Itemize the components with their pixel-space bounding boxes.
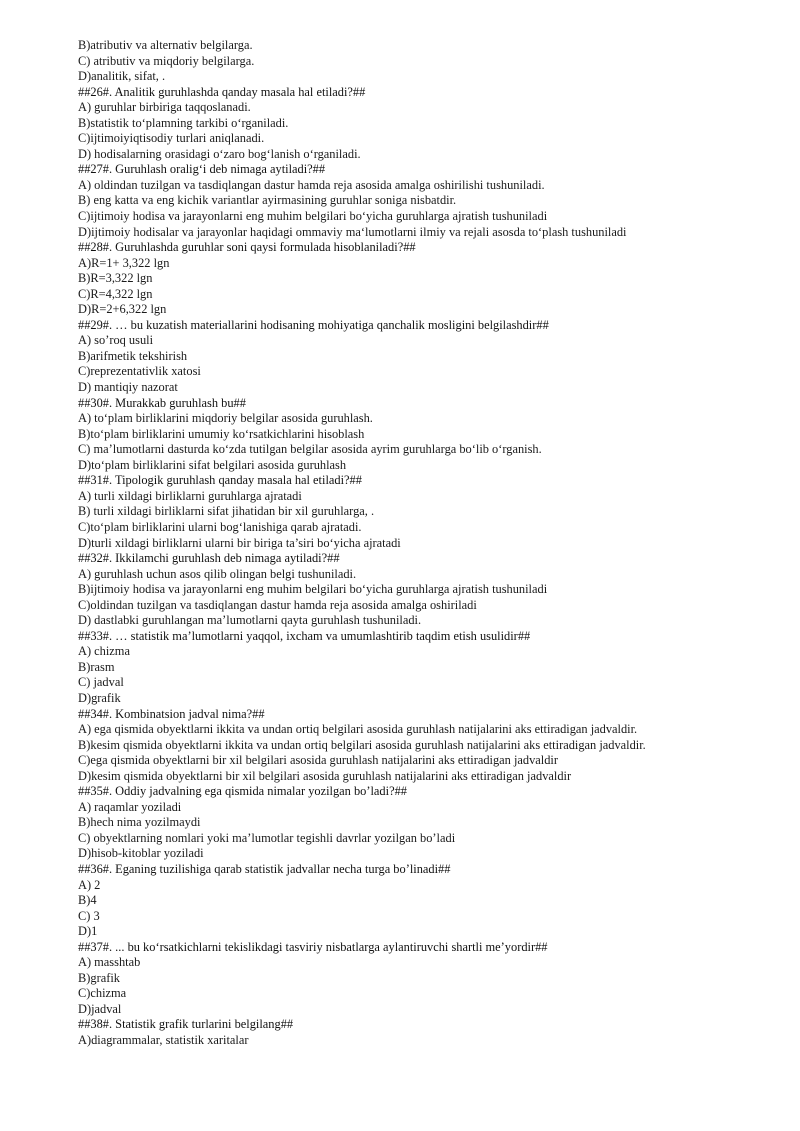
question-line: ##31#. Tipologik guruhlash qanday masala hal etiladi?##	[78, 473, 362, 488]
answer-option-line: D)R=2+6,322 lgn	[78, 302, 167, 317]
answer-option-line: D)kesim qismida obyektlarni bir xil belgilari asosida guruhlash natijalarini aks ettiradigan jadvaldir	[78, 768, 572, 783]
answer-option-line: B)ijtimoiy hodisa va jarayonlarni eng muhim belgilari bo‘yicha guruhlarga ajratish tushuniladi	[78, 582, 548, 597]
answer-option-line: C)ijtimoiy hodisa va jarayonlarni eng muhim belgilari bo‘yicha guruhlarga ajratish tushuniladi	[78, 209, 548, 224]
answer-option-line: C)oldindan tuzilgan va tasdiqlangan dastur hamda reja asosida amalga oshiriladi	[78, 597, 477, 612]
answer-option-line: A) 2	[78, 877, 101, 892]
question-line: ##36#. Eganing tuzilishiga qarab statistik jadvallar necha turga bo’linadi##	[78, 861, 451, 876]
answer-option-line: D)analitik, sifat, .	[78, 69, 166, 84]
question-line: ##26#. Analitik guruhlashda qanday masala hal etiladi?##	[78, 84, 366, 99]
answer-option-line: A)diagrammalar, statistik xaritalar	[78, 1033, 249, 1047]
answer-option-line: D)turli xildagi birliklarni ularni bir biriga ta’siri bo‘yicha ajratadi	[78, 535, 401, 550]
question-line: ##35#. Oddiy jadvalning ega qismida nimalar yozilgan bo’ladi?##	[78, 784, 407, 799]
question-line: ##30#. Murakkab guruhlash bu##	[78, 395, 246, 410]
answer-option-line: A)R=1+ 3,322 lgn	[78, 255, 170, 270]
answer-option-line: C) 3	[78, 908, 100, 923]
answer-option-line: D)hisob-kitoblar yoziladi	[78, 846, 204, 861]
answer-option-line: A) guruhlar birbiriga taqqoslanadi.	[78, 100, 251, 115]
answer-option-line: D)1	[78, 924, 98, 939]
answer-option-line: A) so’roq usuli	[78, 333, 154, 348]
question-line: ##27#. Guruhlash oralig‘i deb nimaga aytiladi?##	[78, 162, 326, 177]
answer-option-line: B)grafik	[78, 970, 120, 985]
answer-option-line: A) turli xildagi birliklarni guruhlarga ajratadi	[78, 488, 302, 503]
answer-option-line: B)4	[78, 893, 97, 908]
answer-option-line: D)ijtimoiy hodisalar va jarayonlar haqidagi ommaviy ma‘lumotlarni ilmiy va rejali asosda to‘plash tushuniladi	[78, 224, 627, 239]
answer-option-line: C)R=4,322 lgn	[78, 286, 153, 301]
answer-option-line: B)to‘plam birliklarini umumiy ko‘rsatkichlarini hisoblash	[78, 426, 365, 441]
question-line: ##33#. … statistik ma’lumotlarni yaqqol, ixcham va umumlashtirib taqdim etish usulidir##	[78, 628, 531, 643]
answer-option-line: C)ega qismida obyektlarni bir xil belgilari asosida guruhlash natijalarini aks ettiradigan jadvaldir	[78, 753, 559, 768]
question-line: ##34#. Kombinatsion jadval nima?##	[78, 706, 265, 721]
question-line: ##29#. … bu kuzatish materiallarini hodisaning mohiyatiga qanchalik mosligini belgilashdir##	[78, 317, 549, 332]
answer-option-line: B)statistik to‘plamning tarkibi o‘rganiladi.	[78, 115, 289, 130]
answer-option-line: A) chizma	[78, 644, 130, 659]
answer-option-line: B)hech nima yozilmaydi	[78, 815, 201, 830]
answer-option-line: D) hodisalarning orasidagi o‘zaro bog‘lanish o‘rganiladi.	[78, 146, 361, 161]
answer-option-line: A) oldindan tuzilgan va tasdiqlangan dastur hamda reja asosida amalga oshirilishi tushuniladi.	[78, 177, 545, 192]
question-line: ##32#. Ikkilamchi guruhlash deb nimaga aytiladi?##	[78, 551, 340, 566]
question-line: ##37#. ... bu ko‘rsatkichlarni tekislikdagi tasviriy nisbatlarga aylantiruvchi shartli me’yordir##	[78, 939, 548, 954]
answer-option-line: B)atributiv va alternativ belgilarga.	[78, 38, 253, 52]
answer-option-line: C) ma’lumotlarni dasturda ko‘zda tutilgan belgilar asosida ayrim guruhlarga bo‘lib o‘rganish.	[78, 442, 542, 457]
answer-option-line: C)chizma	[78, 986, 127, 1001]
answer-option-line: A) to‘plam birliklarini miqdoriy belgilar asosida guruhlash.	[78, 411, 373, 426]
answer-option-line: C)to‘plam birliklarini ularni bog‘lanishiga qarab ajratadi.	[78, 519, 362, 534]
answer-option-line: D) dastlabki guruhlangan ma’lumotlarni qayta guruhlash tushuniladi.	[78, 613, 422, 628]
answer-option-line: B) eng katta va eng kichik variantlar ayirmasining guruhlar soniga nisbatdir.	[78, 193, 457, 208]
answer-option-line: B)arifmetik tekshirish	[78, 348, 188, 363]
answer-option-line: A) guruhlash uchun asos qilib olingan belgi tushuniladi.	[78, 566, 357, 581]
answer-option-line: D)to‘plam birliklarini sifat belgilari asosida guruhlash	[78, 457, 347, 472]
answer-option-line: D)grafik	[78, 690, 121, 705]
answer-option-line: C) jadval	[78, 675, 124, 690]
answer-option-line: A) masshtab	[78, 955, 141, 970]
answer-option-line: A) ega qismida obyektlarni ikkita va undan ortiq belgilari asosida guruhlash natijalarini aks ettiradigan jadvaldir.	[78, 722, 638, 737]
answer-option-line: B)rasm	[78, 659, 115, 674]
answer-option-line: C) atributiv va miqdoriy belgilarga.	[78, 53, 255, 68]
answer-option-line: C) obyektlarning nomlari yoki ma’lumotlar tegishli davrlar yozilgan bo’ladi	[78, 830, 456, 845]
question-line: ##28#. Guruhlashda guruhlar soni qaysi formulada hisoblaniladi?##	[78, 240, 416, 255]
answer-option-line: C)reprezentativlik xatosi	[78, 364, 201, 379]
answer-option-line: D) mantiqiy nazorat	[78, 380, 178, 395]
question-line: ##38#. Statistik grafik turlarini belgilang##	[78, 1017, 294, 1032]
answer-option-line: B) turli xildagi birliklarni sifat jihatidan bir xil guruhlarga, .	[78, 504, 375, 519]
document-page	[78, 38, 778, 1049]
answer-option-line: A) raqamlar yoziladi	[78, 799, 182, 814]
answer-option-line: B)kesim qismida obyektlarni ikkita va undan ortiq belgilari asosida guruhlash natijalarini aks ettiradigan jadvaldir.	[78, 737, 646, 752]
answer-option-line: D)jadval	[78, 1001, 122, 1016]
answer-option-line: C)ijtimoiyiqtisodiy turlari aniqlanadi.	[78, 131, 265, 146]
answer-option-line: B)R=3,322 lgn	[78, 271, 153, 286]
